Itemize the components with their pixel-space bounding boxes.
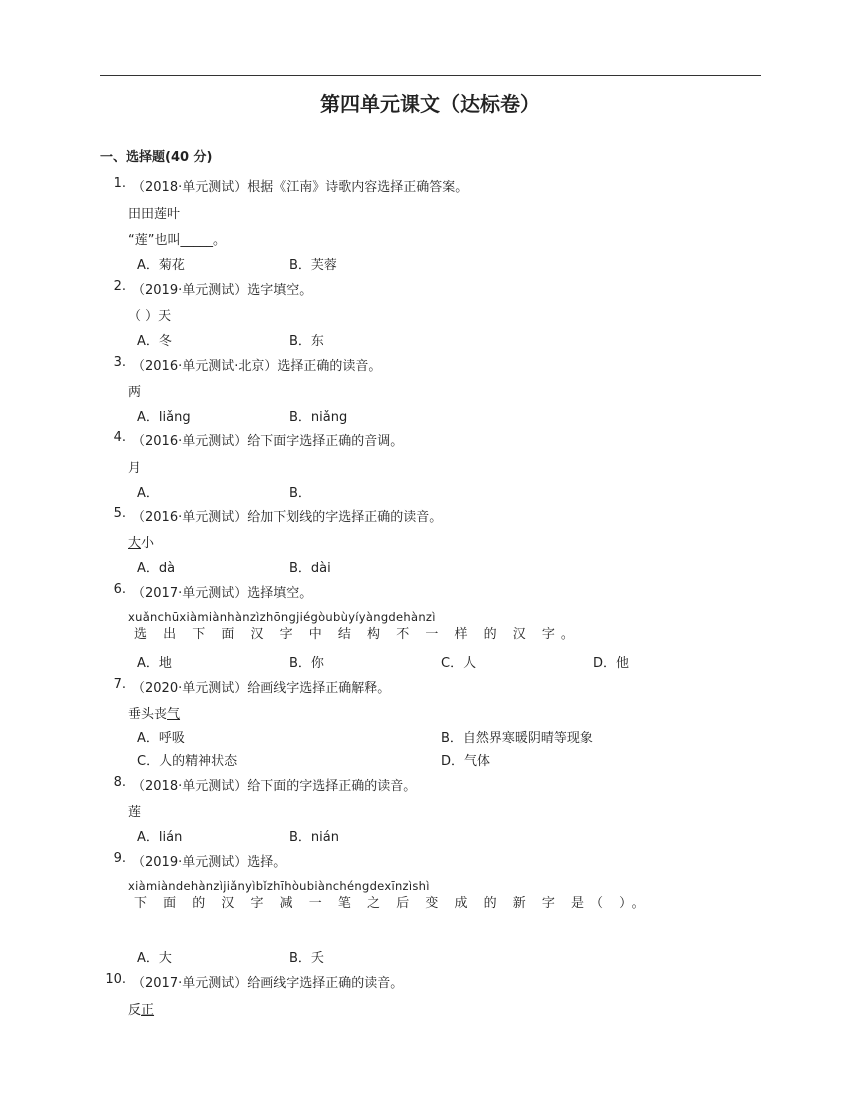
question-line: 两 bbox=[128, 385, 142, 400]
header-rule bbox=[100, 75, 761, 76]
question-line: 反正 bbox=[128, 1003, 155, 1018]
underlined-char: 气 bbox=[167, 707, 181, 722]
option-b[interactable]: B． bbox=[289, 486, 311, 501]
question-number: 5. bbox=[113, 506, 126, 521]
option-c[interactable]: C．人 bbox=[441, 656, 477, 671]
option-b[interactable]: B．dài bbox=[289, 561, 331, 576]
question-number: 7. bbox=[113, 677, 126, 692]
pinyin-line: xuǎnchūxiàmiànhànzìzhōngjiégòubùyíyàngdehànzì bbox=[128, 610, 436, 624]
question-number: 10. bbox=[105, 972, 126, 987]
question-line: 莲 bbox=[128, 805, 142, 820]
question-stem: （2018·单元测试）根据《江南》诗歌内容选择正确答案。 bbox=[132, 180, 469, 195]
option-b[interactable]: B．你 bbox=[289, 656, 324, 671]
question-line: 大小 bbox=[128, 536, 155, 551]
question-line: “莲”也叫_____。 bbox=[128, 233, 226, 248]
option-a[interactable]: A．冬 bbox=[137, 334, 172, 349]
option-b[interactable]: B．自然界寒暖阴晴等现象 bbox=[441, 731, 593, 746]
option-c[interactable]: C．人的精神状态 bbox=[137, 754, 238, 769]
option-a[interactable]: A．大 bbox=[137, 951, 172, 966]
question-number: 3. bbox=[113, 355, 126, 370]
option-a[interactable]: A．lián bbox=[137, 830, 183, 845]
underlined-char: 大 bbox=[128, 536, 142, 551]
question-stem: （2018·单元测试）给下面的字选择正确的读音。 bbox=[132, 779, 417, 794]
question-number: 1. bbox=[113, 176, 126, 191]
question-number: 6. bbox=[113, 582, 126, 597]
question-stem: （2017·单元测试）选择填空。 bbox=[132, 586, 313, 601]
question-stem: （2020·单元测试）给画线字选择正确解释。 bbox=[132, 681, 391, 696]
question-number: 8. bbox=[113, 775, 126, 790]
option-b[interactable]: B．夭 bbox=[289, 951, 324, 966]
option-a[interactable]: A．liǎng bbox=[137, 410, 191, 425]
option-b[interactable]: B．nián bbox=[289, 830, 339, 845]
question-line: 垂头丧气 bbox=[128, 707, 181, 722]
hanzi-line: 选 出 下 面 汉 字 中 结 构 不 一 样 的 汉 字。 bbox=[134, 627, 580, 642]
option-a[interactable]: A．菊花 bbox=[137, 258, 185, 273]
option-a[interactable]: A． bbox=[137, 486, 159, 501]
option-b[interactable]: B．东 bbox=[289, 334, 324, 349]
question-stem: （2019·单元测试）选字填空。 bbox=[132, 283, 313, 298]
option-d[interactable]: D．他 bbox=[593, 656, 630, 671]
hanzi-line: 下 面 的 汉 字 减 一 笔 之 后 变 成 的 新 字 是（ ）。 bbox=[134, 896, 651, 911]
question-line: 月 bbox=[128, 461, 142, 476]
page-title: 第四单元课文（达标卷） bbox=[320, 92, 540, 116]
option-b[interactable]: B．niǎng bbox=[289, 410, 348, 425]
option-a[interactable]: A．dà bbox=[137, 561, 176, 576]
question-stem: （2016·单元测试）给加下划线的字选择正确的读音。 bbox=[132, 510, 443, 525]
option-d[interactable]: D．气体 bbox=[441, 754, 491, 769]
answer-blank: _____ bbox=[180, 233, 213, 248]
underlined-char: 正 bbox=[141, 1003, 155, 1018]
question-stem: （2017·单元测试）给画线字选择正确的读音。 bbox=[132, 976, 404, 991]
question-line: （ ）天 bbox=[128, 309, 172, 324]
question-line: 田田莲叶 bbox=[128, 207, 181, 222]
question-number: 2. bbox=[113, 279, 126, 294]
section-heading: 一、选择题(40 分) bbox=[100, 150, 213, 165]
option-a[interactable]: A．地 bbox=[137, 656, 172, 671]
question-stem: （2016·单元测试）给下面字选择正确的音调。 bbox=[132, 434, 404, 449]
option-b[interactable]: B．芙蓉 bbox=[289, 258, 337, 273]
question-stem: （2019·单元测试）选择。 bbox=[132, 855, 287, 870]
question-stem: （2016·单元测试·北京）选择正确的读音。 bbox=[132, 359, 382, 374]
option-a[interactable]: A．呼吸 bbox=[137, 731, 185, 746]
question-number: 9. bbox=[113, 851, 126, 866]
question-number: 4. bbox=[113, 430, 126, 445]
pinyin-line: xiàmiàndehànzìjiǎnyìbǐzhīhòubiànchéngdexīnzìshì bbox=[128, 879, 430, 893]
